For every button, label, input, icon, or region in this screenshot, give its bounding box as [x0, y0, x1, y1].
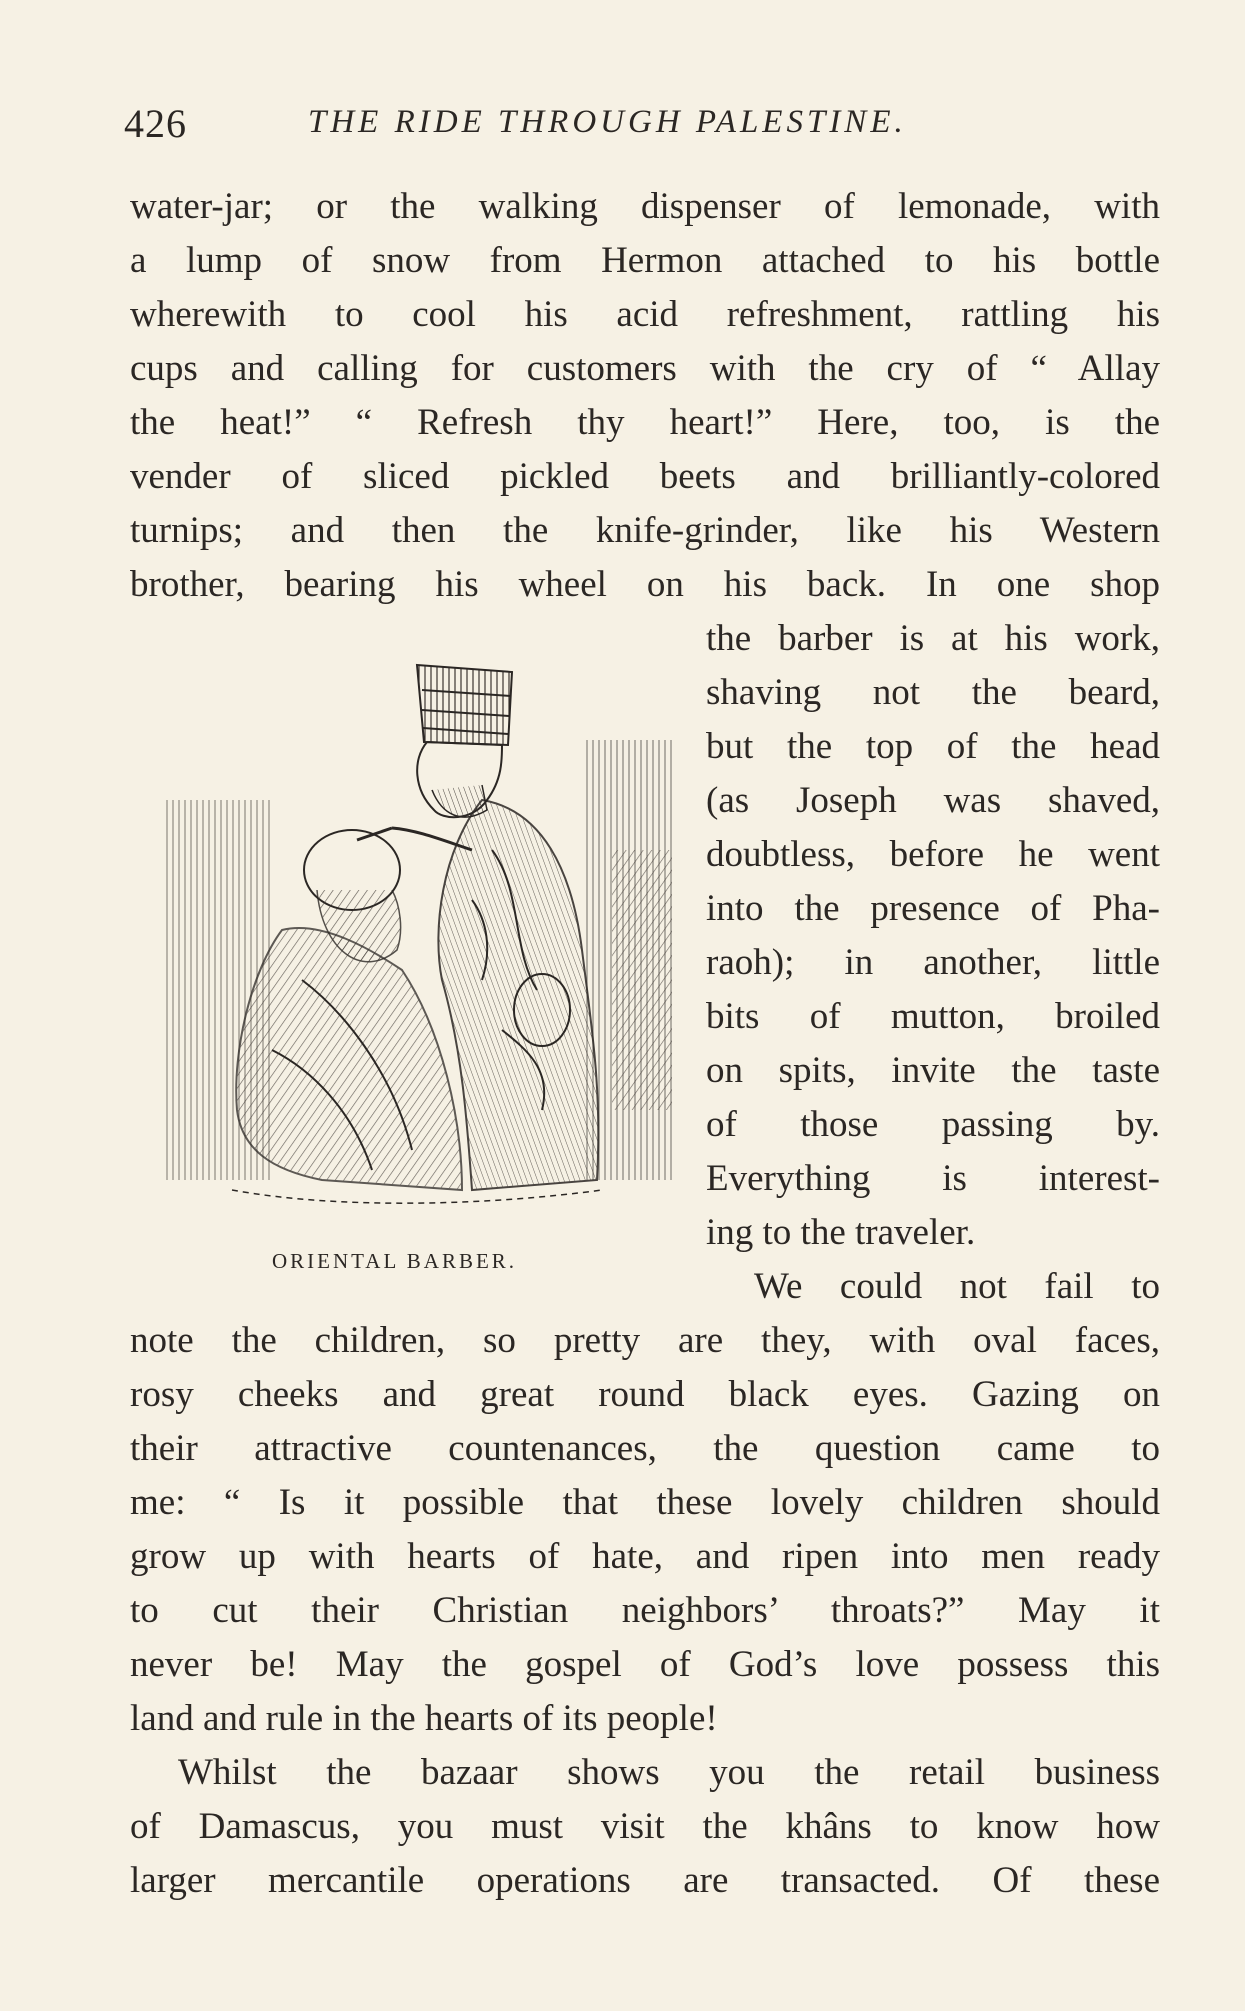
- figure-caption: ORIENTAL BARBER.: [272, 1249, 518, 1273]
- text-line: bits of mutton, broiled: [706, 996, 1160, 1037]
- text-line: a lump of snow from Hermon attached to his bottle: [130, 240, 1160, 281]
- text-line: rosy cheeks and great round black eyes. Gazing on: [130, 1374, 1160, 1415]
- page-number: 426: [124, 101, 187, 146]
- text-line: their attractive countenances, the question came to: [130, 1428, 1160, 1469]
- text-line: me: “ Is it possible that these lovely children should: [130, 1482, 1160, 1523]
- oriental-barber-illustration: [142, 650, 688, 1240]
- running-head: [124, 100, 1164, 152]
- text-line: land and rule in the hearts of its people!: [130, 1698, 718, 1739]
- text-line: of Damascus, you must visit the khâns to know how: [130, 1806, 1160, 1847]
- text-line: We could not fail to: [754, 1266, 1160, 1307]
- text-line: cups and calling for customers with the cry of “ Allay: [130, 348, 1160, 389]
- text-line: to cut their Christian neighbors’ throats?” May it: [130, 1590, 1160, 1631]
- text-line: raoh); in another, little: [706, 942, 1160, 983]
- running-title: THE RIDE THROUGH PALESTINE.: [308, 104, 907, 140]
- text-line: vender of sliced pickled beets and brilliantly-colored: [130, 456, 1160, 497]
- text-line: (as Joseph was shaved,: [706, 780, 1160, 821]
- text-line: Whilst the bazaar shows you the retail business: [178, 1752, 1160, 1793]
- text-line: larger mercantile operations are transacted. Of these: [130, 1860, 1160, 1901]
- text-line: shaving not the beard,: [706, 672, 1160, 713]
- text-line: the barber is at his work,: [706, 618, 1160, 659]
- text-line: water-jar; or the walking dispenser of lemonade, with: [130, 186, 1160, 227]
- text-line: the heat!” “ Refresh thy heart!” Here, too, is the: [130, 402, 1160, 443]
- text-line: doubtless, before he went: [706, 834, 1160, 875]
- text-line: wherewith to cool his acid refreshment, rattling his: [130, 294, 1160, 335]
- text-line: of those passing by.: [706, 1104, 1160, 1145]
- text-line: Everything is interest-: [706, 1158, 1160, 1199]
- text-line: into the presence of Pha-: [706, 888, 1160, 929]
- text-line: note the children, so pretty are they, with oval faces,: [130, 1320, 1160, 1361]
- text-line: brother, bearing his wheel on his back. In one shop: [130, 564, 1160, 605]
- text-line: on spits, invite the taste: [706, 1050, 1160, 1091]
- text-line: turnips; and then the knife-grinder, like his Western: [130, 510, 1160, 551]
- text-line: grow up with hearts of hate, and ripen into men ready: [130, 1536, 1160, 1577]
- text-line: never be! May the gospel of God’s love possess this: [130, 1644, 1160, 1685]
- text-line: ing to the traveler.: [706, 1212, 976, 1253]
- text-line: but the top of the head: [706, 726, 1160, 767]
